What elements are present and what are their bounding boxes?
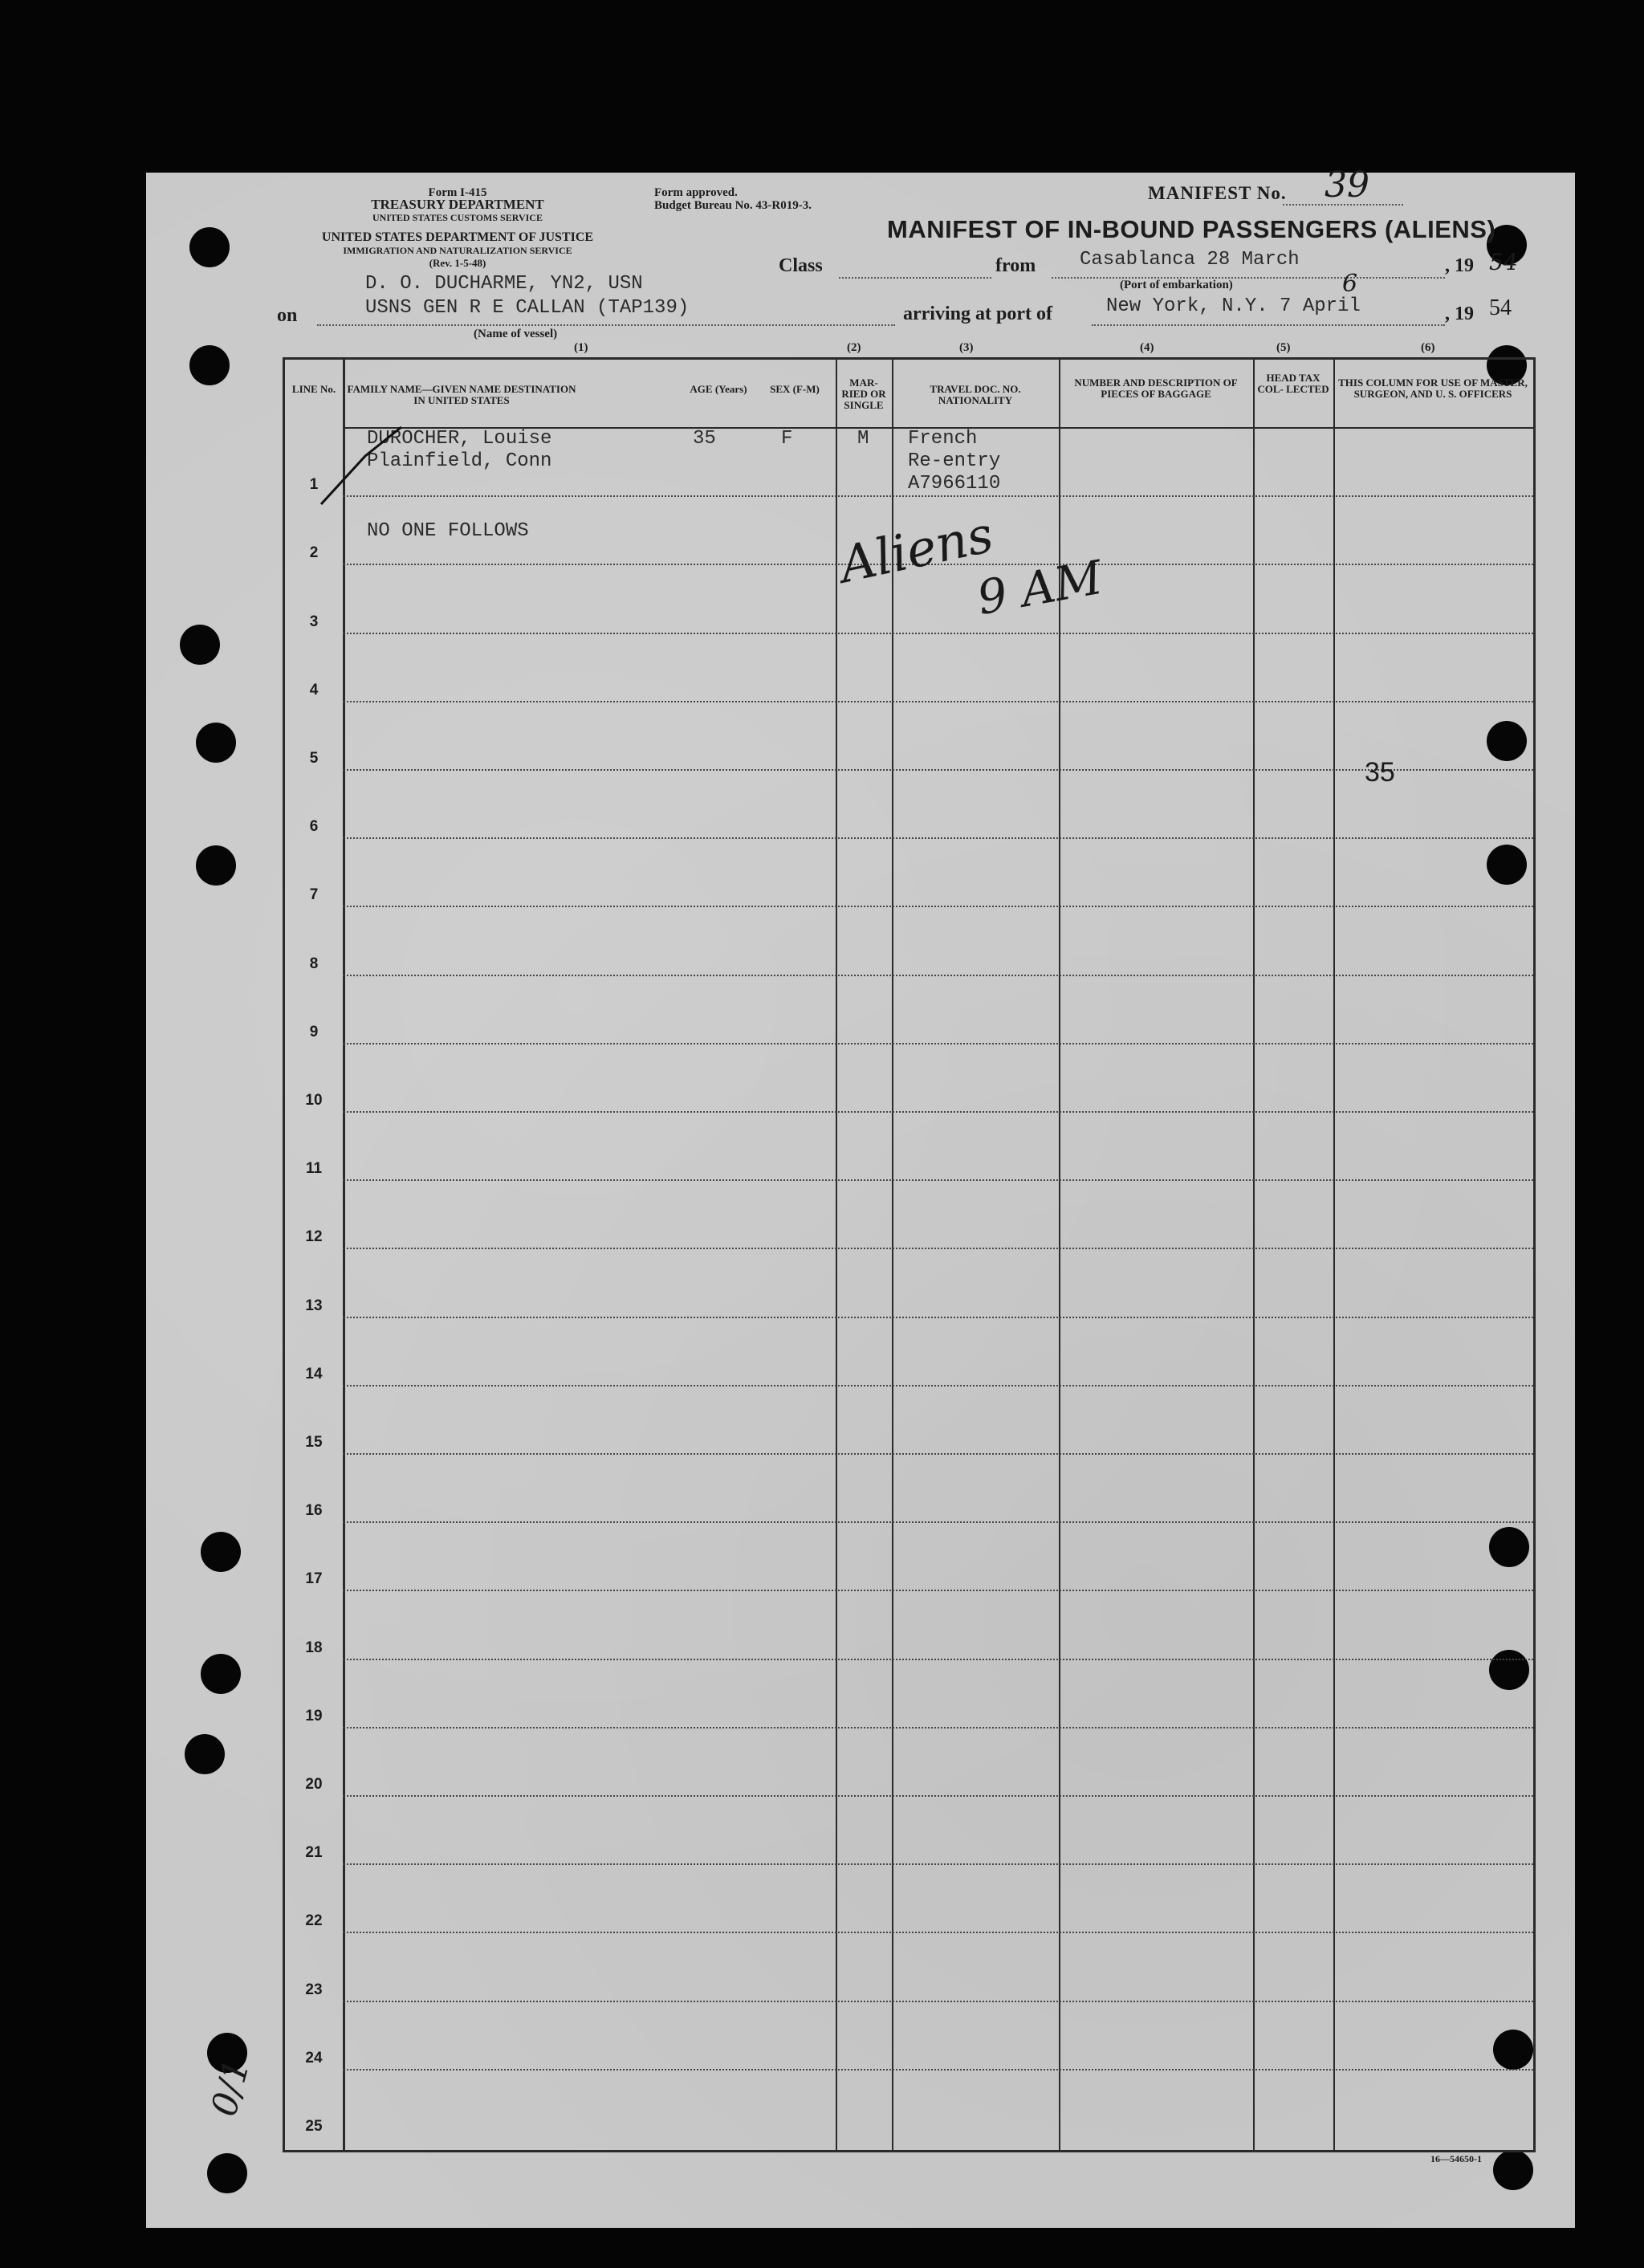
arrival-port: New York, N.Y. 7 April — [1106, 295, 1361, 317]
table-row-line — [343, 701, 1533, 702]
year-label-1: , 19 — [1445, 255, 1474, 276]
print-code: 16—54650-1 — [1430, 2153, 1482, 2164]
line-number: 13 — [305, 1297, 323, 1314]
table-row-line — [343, 2069, 1533, 2071]
line-number: 7 — [309, 886, 319, 904]
binder-hole — [207, 2153, 247, 2193]
binder-hole — [189, 227, 230, 267]
line-number: 25 — [305, 2118, 323, 2135]
line-number: 11 — [305, 1160, 323, 1178]
manifest-no-value: 39 — [1325, 165, 1369, 206]
binder-hole — [180, 625, 220, 665]
margin-note: 0/1 — [203, 2054, 258, 2121]
line-number: 19 — [305, 1707, 323, 1724]
line-number: 5 — [309, 750, 319, 767]
passenger-name: DUROCHER, Louise — [367, 428, 552, 450]
revision-date: (Rev. 1-5-48) — [429, 257, 486, 269]
line-number: 23 — [305, 1981, 323, 1998]
passenger-doc-type: Re-entry — [908, 450, 1001, 472]
binder-hole — [201, 1532, 241, 1572]
column-number: (3) — [959, 341, 974, 354]
passenger-table — [283, 357, 1536, 2152]
col-header-married: MAR- RIED OR SINGLE — [841, 377, 886, 411]
line-number: 2 — [309, 544, 319, 562]
vessel-note: (Name of vessel) — [474, 328, 558, 340]
arrival-correction: 6 — [1342, 270, 1358, 298]
line-number: 22 — [305, 1912, 323, 1930]
binder-hole — [196, 723, 236, 763]
binder-hole — [201, 1654, 241, 1694]
table-row-line — [343, 1590, 1533, 1591]
table-row-line — [343, 1863, 1533, 1865]
table-row-line — [343, 1795, 1533, 1797]
table-row-line — [343, 2001, 1533, 2002]
line-number: 24 — [305, 2049, 323, 2066]
line-number: 12 — [305, 1228, 323, 1246]
binder-hole — [185, 1734, 225, 1774]
table-row-line — [343, 633, 1533, 634]
table-row-line — [343, 495, 1533, 497]
port-embarkation-note: (Port of embarkation) — [1120, 279, 1233, 291]
table-row-line — [343, 1453, 1533, 1455]
arriving-label: arriving at port of — [903, 303, 1052, 324]
line-number: 9 — [309, 1023, 319, 1040]
officer-name: D. O. DUCHARME, YN2, USN — [365, 273, 643, 295]
side-number: 35 — [1365, 757, 1395, 788]
check-mark — [317, 424, 405, 512]
table-row-line — [343, 1659, 1533, 1660]
passenger-age: 35 — [693, 428, 716, 450]
table-row-line — [343, 1385, 1533, 1386]
column-number: (6) — [1421, 341, 1435, 354]
line-number: 18 — [305, 1639, 323, 1656]
col-header-officers: THIS COLUMN FOR USE OF MASTER, SURGEON, AND U. S. OFFICERS — [1338, 377, 1528, 400]
table-row-line — [343, 1043, 1533, 1044]
passenger-doc-number: A7966110 — [908, 473, 1001, 495]
col-header-travel-doc: TRAVEL DOC. NO. NATIONALITY — [930, 383, 1021, 406]
col-header-line-no: LINE No. — [291, 383, 336, 395]
table-row-line — [343, 1521, 1533, 1523]
port-of-embarkation: Casablanca 28 March — [1080, 249, 1300, 271]
line-number: 17 — [305, 1570, 323, 1588]
column-number: (4) — [1140, 341, 1154, 354]
line-number: 10 — [305, 1092, 323, 1109]
passenger-nationality: French — [908, 428, 978, 450]
line-number: 21 — [305, 1844, 323, 1862]
handwritten-time: 9 AM — [973, 549, 1107, 626]
manifest-no-label: MANIFEST No. — [1148, 183, 1287, 203]
page-title: MANIFEST OF IN-BOUND PASSENGERS (ALIENS) — [887, 215, 1496, 243]
form-number: Form I-415 — [428, 186, 487, 199]
passenger-destination: Plainfield, Conn — [367, 450, 552, 472]
line-number: 3 — [309, 613, 319, 630]
year-value-1: 54 — [1489, 249, 1518, 275]
column-number: (5) — [1276, 341, 1291, 354]
no-one-follows: NO ONE FOLLOWS — [367, 520, 529, 542]
table-row-line — [343, 1727, 1533, 1728]
on-label: on — [277, 305, 298, 326]
line-number: 8 — [309, 955, 319, 972]
form-approved: Form approved. — [654, 186, 738, 199]
line-number: 4 — [309, 681, 319, 698]
line-number: 1 — [309, 476, 319, 494]
table-row-line — [343, 1248, 1533, 1249]
column-number: (2) — [847, 341, 861, 354]
col-header-baggage: NUMBER AND DESCRIPTION OF PIECES OF BAGGAGE — [1074, 377, 1238, 400]
customs-service: UNITED STATES CUSTOMS SERVICE — [372, 212, 543, 223]
justice-department: UNITED STATES DEPARTMENT OF JUSTICE — [321, 230, 594, 244]
line-number: 20 — [305, 1776, 323, 1793]
treasury-department: TREASURY DEPARTMENT — [371, 197, 544, 212]
vessel-name: USNS GEN R E CALLAN (TAP139) — [365, 297, 690, 319]
line-number: 15 — [305, 1434, 323, 1451]
handwritten-aliens: Aliens — [834, 504, 999, 595]
table-row-line — [343, 906, 1533, 907]
table-row-line — [343, 837, 1533, 839]
passenger-sex: F — [781, 428, 793, 450]
table-row-line — [343, 975, 1533, 976]
line-number: 14 — [305, 1365, 323, 1382]
passenger-married: M — [857, 428, 869, 450]
table-row-line — [343, 1317, 1533, 1318]
col-header-head-tax: HEAD TAX COL- LECTED — [1257, 372, 1329, 395]
table-row-line — [343, 1179, 1533, 1181]
from-label: from — [995, 255, 1036, 276]
year-value-2: 54 — [1489, 295, 1512, 320]
binder-hole — [189, 345, 230, 385]
binder-hole — [196, 845, 236, 886]
table-row-line — [343, 769, 1533, 771]
table-row-line — [343, 1111, 1533, 1113]
year-label-2: , 19 — [1445, 303, 1474, 324]
immigration-service: IMMIGRATION AND NATURALIZATION SERVICE — [343, 245, 572, 256]
budget-bureau: Budget Bureau No. 43-R019-3. — [654, 199, 812, 212]
class-label: Class — [779, 255, 823, 276]
line-number: 6 — [309, 818, 319, 836]
col-header-age: AGE (Years) — [690, 383, 747, 395]
line-number: 16 — [305, 1502, 323, 1520]
col-header-sex: SEX (F-M) — [770, 383, 820, 395]
column-number: (1) — [574, 341, 588, 354]
table-row-line — [343, 1932, 1533, 1933]
col-header-name: FAMILY NAME—GIVEN NAME DESTINATION IN UNITED STATES — [347, 383, 576, 406]
binder-hole — [1493, 2150, 1533, 2190]
